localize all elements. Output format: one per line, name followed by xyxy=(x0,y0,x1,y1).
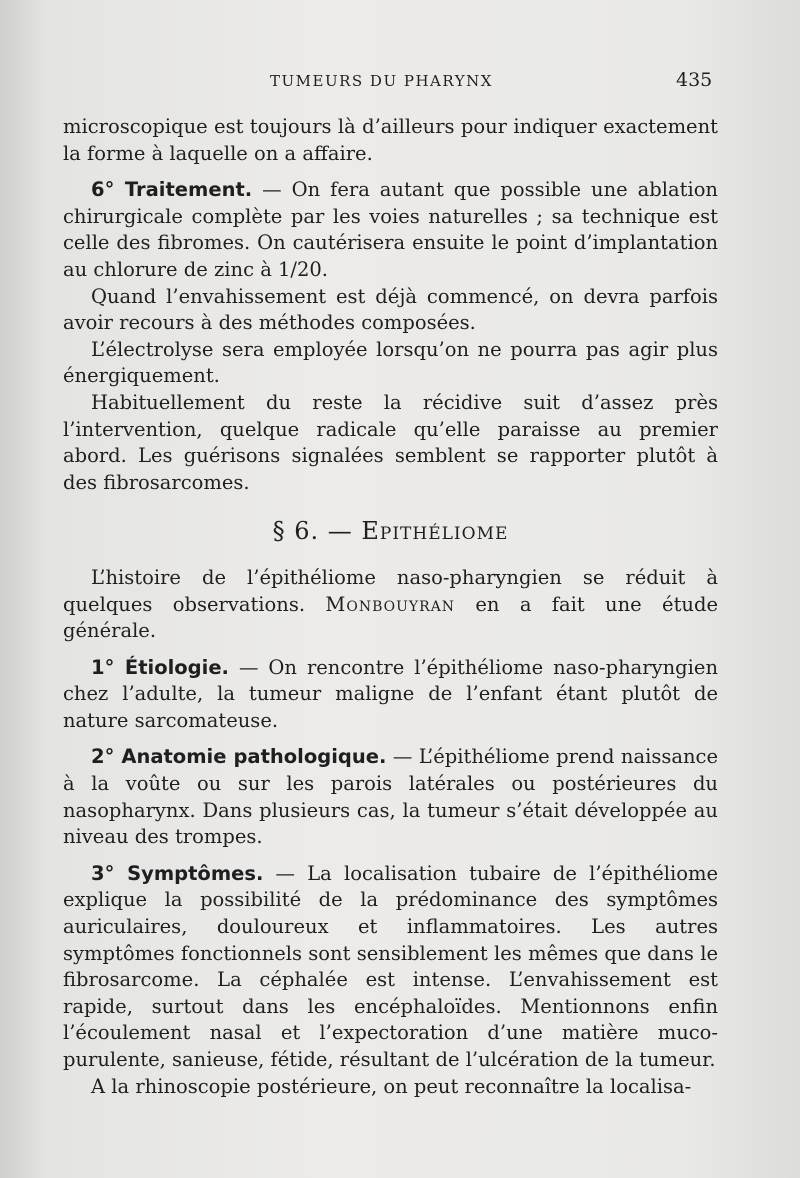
author-name: Monbouyran xyxy=(325,592,456,616)
section-title-text: § 6. — Epithéliome xyxy=(272,517,509,546)
paragraph-electrolyse: L’électrolyse sera employée lorsqu’on ne pourra pas agir plus énergiquement. xyxy=(63,337,718,388)
paragraph-recidive: Habituellement du reste la récidive suit d’assez près l’intervention, quelque radicale qu’elle paraisse au premier abord. Les guérisons signalées semblent se rapporter plutôt à des fibrosarcomes. xyxy=(63,390,718,494)
heading-symptomes: 3° Symptômes. xyxy=(91,861,264,885)
running-title: TUMEURS DU PHARYNX xyxy=(270,72,493,90)
text-etiologie: — On rencontre l’épithéliome naso-pharyngien chez l’adulte, la tumeur maligne de l’enfant étant plutôt de nature sarcomateuse. xyxy=(63,655,719,732)
paragraph-symptomes xyxy=(63,861,718,1074)
paragraph-rhinoscopie: A la rhinoscopie postérieure, on peut reconnaître la localisa- xyxy=(91,1074,692,1098)
body-text xyxy=(63,114,718,1100)
heading-anatomie: 2° Anatomie pathologique. xyxy=(91,745,387,769)
text-histoire-2: en a fait une étude générale. xyxy=(63,592,718,643)
text-traitement: — On fera autant que possible une ablation chirurgicale complète par les voies naturelles ; sa technique est celle des fibromes. On cautérisera ensuite le point d’implantation au chlorure de zinc à 1/20. xyxy=(63,178,718,281)
heading-etiologie: 1° Étiologie. xyxy=(91,655,229,679)
paragraph-envahissement: Quand l’envahissement est déjà commencé, on devra parfois avoir recours à des méthodes composées. xyxy=(63,284,718,335)
paragraph-traitement xyxy=(63,177,718,283)
paragraph-anatomie xyxy=(63,744,718,850)
page-header xyxy=(0,66,800,96)
paragraph-etiologie xyxy=(63,655,718,735)
page-number: 435 xyxy=(676,69,713,91)
text-symptomes: — La localisation tubaire de l’épithéliome explique la possibilité de la prédominance des symptômes auriculaires, douloureux et inflammatoires. Les autres symptômes fonctionnels sont sensiblement les mêmes que dans le fibrosarcome. La céphalée est intense. L’envahissement est rapide, surtout dans les encéphaloïdes. Mentionnons enfin l’écoulement nasal et l’expectoration d’une matière muco-purulente, sanieuse, fétide, résultant de l’ulcération de la tumeur. xyxy=(63,861,718,1071)
text-anatomie: — L’épithéliome prend naissance à la voûte ou sur les parois latérales ou postérieures du nasopharynx. Dans plusieurs cas, la tumeur s’était développée au niveau des trompes. xyxy=(63,745,719,849)
heading-traitement: 6° Traitement. xyxy=(91,178,253,202)
section-title xyxy=(63,518,718,545)
paragraph-histoire xyxy=(63,565,718,645)
text-histoire-1: L’histoire de l’épithéliome naso-pharyngien se réduit à quelques observations. xyxy=(63,565,718,616)
paragraph-intro: microscopique est toujours là d’ailleurs pour indiquer exactement la forme à laquelle on a affaire. xyxy=(63,115,718,165)
